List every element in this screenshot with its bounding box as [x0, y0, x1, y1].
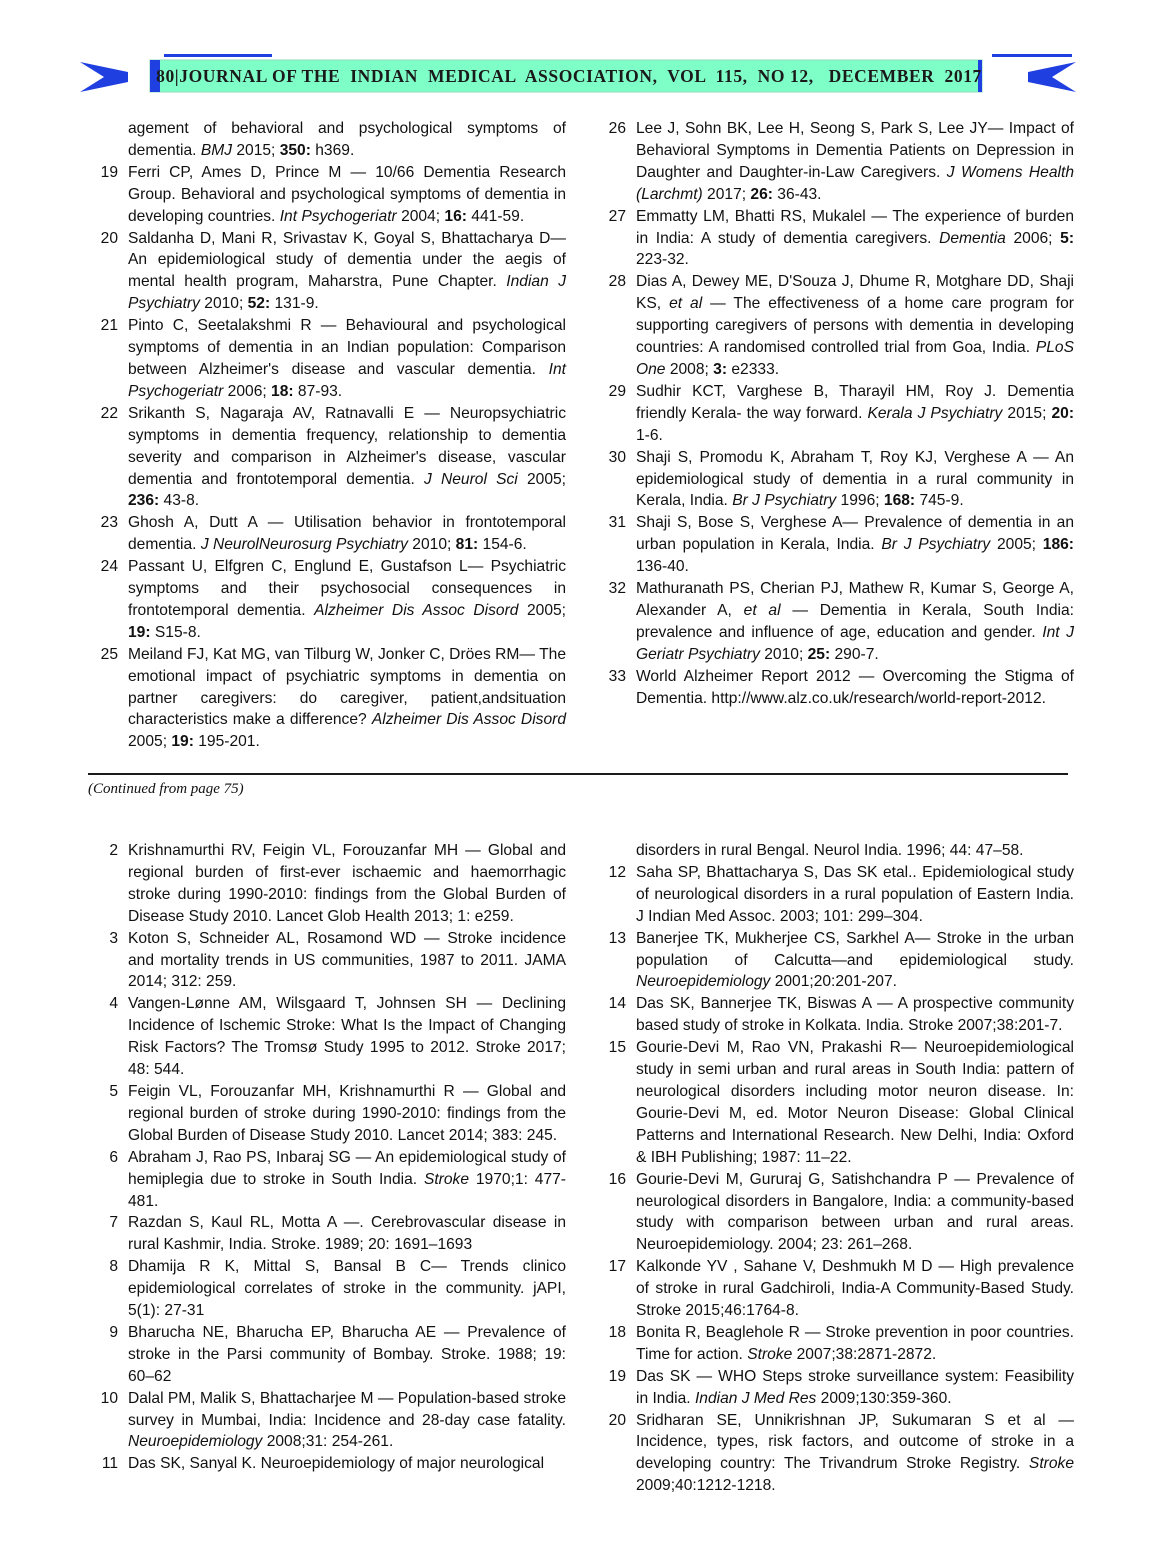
reference-item: [96, 512, 566, 556]
reference-item: [96, 1453, 566, 1475]
reference-number: 32: [608, 580, 626, 598]
reference-number: 29: [608, 382, 626, 400]
reference-number: 7: [109, 1214, 118, 1232]
reference-item: [604, 1256, 1074, 1322]
reference-item: [96, 118, 566, 162]
reference-text: Banerjee TK, Mukherjee CS, Sarkhel A— Stroke in the urban population of Calcutta—and epidemiological study. Neuroepidemiology 2001;20:201-207.: [636, 929, 1074, 991]
reference-number: 13: [608, 929, 626, 947]
reference-number: [604, 840, 636, 862]
reference-number: [96, 118, 128, 162]
reference-text: Mathuranath PS, Cherian PJ, Mathew R, Kumar S, George A, Alexander A, et al — Dementia in Kerala, South India: prevalence and influence of age, education and gender. Int J Geriatr Psychiatry 2010; 25: 290-7.: [636, 580, 1074, 663]
reference-number: 20: [608, 1411, 626, 1429]
section-divider: [88, 773, 1068, 775]
reference-item: [96, 162, 566, 228]
reference-number: 28: [608, 273, 626, 291]
reference-text: Dalal PM, Malik S, Bhattacharjee M — Population-based stroke survey in Mumbai, India: Incidence and 28-day case fatality. Neuroepidemiology 2008;31: 254-261.: [128, 1389, 566, 1451]
reference-number: 27: [608, 207, 626, 225]
reference-item: [604, 1410, 1074, 1498]
reference-item: [96, 644, 566, 754]
reference-number: 20: [100, 229, 118, 247]
reference-number: 24: [100, 558, 118, 576]
reference-number: 11: [101, 1455, 118, 1473]
reference-item: [604, 862, 1074, 928]
reference-number: 16: [608, 1170, 626, 1188]
reference-text: Meiland FJ, Kat MG, van Tilburg W, Jonker C, Dröes RM— The emotional impact of psychiatric symptoms in dementia on partner caregivers: do caregiver, patient,andsituation characteristics make a difference? Alzheimer Dis Assoc Disord 2005; 19: 195-201.: [128, 645, 566, 751]
lower-right-references: [604, 840, 1074, 1497]
continued-note: (Continued from page 75): [88, 781, 244, 797]
reference-text: Ferri CP, Ames D, Prince M — 10/66 Dementia Research Group. Behavioral and psychological symptoms of dementia in developing countries. Int Psychogeriatr 2004; 16: 441-59.: [128, 163, 566, 225]
reference-item: [604, 206, 1074, 272]
reference-number: 33: [608, 667, 626, 685]
reference-item: [604, 1037, 1074, 1168]
reference-text: Sudhir KCT, Varghese B, Tharayil HM, Roy J. Dementia friendly Kerala- the way forward. Kerala J Psychiatry 2015; 20: 1-6.: [636, 382, 1075, 444]
reference-text: agement of behavioral and psychological symptoms of dementia. BMJ 2015; 350: h369.: [128, 120, 566, 159]
reference-number: 17: [608, 1258, 626, 1276]
reference-item: [96, 1212, 566, 1256]
reference-item: [604, 1322, 1074, 1366]
journal-title: JOURNAL OF THE INDIAN MEDICAL ASSOCIATION, VOL 115, NO 12, DECEMBER 2017: [179, 65, 982, 86]
reference-number: 2: [109, 842, 118, 859]
reference-number: 10: [100, 1389, 118, 1407]
reference-text: Das SK, Bannerjee TK, Biswas A — A prospective community based study of stroke in Kolkata. India. Stroke 2007;38:201-7.: [636, 995, 1074, 1035]
reference-item: [96, 1388, 566, 1454]
reference-item: [96, 315, 566, 403]
reference-number: 15: [608, 1039, 626, 1057]
lower-left-references: [96, 840, 566, 1475]
reference-number: 19: [100, 163, 118, 181]
reference-number: 25: [100, 645, 118, 663]
reference-text: Pinto C, Seetalakshmi R — Behavioural and psychological symptoms of dementia in an Indian population: Comparison between Alzheimer's disease and vascular dementia. Int Psychogeriatr 2006; 18: 87-93.: [128, 317, 566, 400]
reference-text: Ghosh A, Dutt A — Utilisation behavior in frontotemporal dementia. J NeurolNeurosurg Psychiatry 2010; 81: 154-6.: [128, 514, 566, 554]
reference-item: [96, 228, 566, 316]
reference-text: Das SK — WHO Steps stroke surveillance system: Feasibility in India. Indian J Med Res 2009;130:359-360.: [636, 1367, 1074, 1407]
reference-number: 22: [100, 404, 118, 422]
reference-text: Bharucha NE, Bharucha EP, Bharucha AE — Prevalence of stroke in the Parsi community of Bombay. Stroke. 1988; 19: 60–62: [128, 1323, 566, 1385]
reference-number: 5: [109, 1082, 118, 1100]
reference-item: [96, 840, 566, 928]
reference-text: Gourie-Devi M, Gururaj G, Satishchandra P — Prevalence of neurological disorders in Bangalore, India: a community-based study with comparison between urban and rural areas. Neuroepidemiology. 2004; 23: 261–268.: [636, 1170, 1074, 1254]
reference-text: Shaji S, Bose S, Verghese A— Prevalence of dementia in an urban population in Kerala, India. Br J Psychiatry 2005; 186: 136-40.: [636, 514, 1074, 576]
reference-item: [96, 1147, 566, 1213]
reference-number: 23: [100, 514, 118, 532]
reference-text: disorders in rural Bengal. Neurol India. 1996; 44: 47–58.: [636, 842, 1024, 859]
reference-item: [604, 1366, 1074, 1410]
reference-text: Lee J, Sohn BK, Lee H, Seong S, Park S, Lee JY— Impact of Behavioral Symptoms in Dementia Patients on Depression in Daughter and Daughter-in-Law Caregivers. J Womens Health (Larchmt) 2017; 26: 36-43.: [636, 120, 1074, 203]
reference-item: [96, 1081, 566, 1147]
reference-item: [96, 993, 566, 1081]
reference-item: [96, 928, 566, 994]
reference-item: [604, 512, 1074, 578]
reference-text: Passant U, Elfgren C, Englund E, Gustafson L— Psychiatric symptoms and their psychosocial consequences in frontotemporal dementia. Alzheimer Dis Assoc Disord 2005; 19: S15-8.: [128, 558, 566, 641]
reference-text: Razdan S, Kaul RL, Motta A —. Cerebrovascular disease in rural Kashmir, India. Stroke. 1989; 20: 1691–1693: [128, 1214, 566, 1254]
reference-text: Kalkonde YV , Sahane V, Deshmukh M D — High prevalence of stroke in rural Gadchiroli, India-A Community-Based Study. Stroke 2015;46:1764-8.: [636, 1258, 1074, 1320]
reference-text: Bonita R, Beaglehole R — Stroke prevention in poor countries. Time for action. Stroke 2007;38:2871-2872.: [636, 1323, 1074, 1363]
reference-text: Vangen-Lønne AM, Wilsgaard T, Johnsen SH — Declining Incidence of Ischemic Stroke: What Is the Impact of Changing Risk Factors? The Tromsø Study 1995 to 2012. Stroke 2017; 48: 544.: [128, 995, 566, 1079]
reference-text: Shaji S, Promodu K, Abraham T, Roy KJ, Verghese A — An epidemiological study of dementia in a rural community in Kerala, India. Br J Psychiatry 1996; 168: 745-9.: [636, 448, 1074, 510]
reference-number: 31: [608, 514, 626, 532]
reference-number: 19: [608, 1367, 626, 1385]
reference-number: 9: [109, 1323, 118, 1341]
upper-right-references: [604, 118, 1074, 709]
header-title: [157, 62, 981, 90]
reference-number: 30: [608, 448, 626, 466]
reference-item: [604, 381, 1074, 447]
reference-text: Das SK, Sanyal K. Neuroepidemiology of major neurological: [128, 1455, 545, 1473]
reference-item: [96, 1322, 566, 1388]
reference-number: 26: [608, 120, 626, 137]
reference-text: Sridharan SE, Unnikrishnan JP, Sukumaran S et al — Incidence, types, risk factors, and outcome of stroke in a developing country: The Trivandrum Stroke Registry. Stroke 2009;40:1212-1218.: [636, 1411, 1074, 1495]
reference-text: World Alzheimer Report 2012 — Overcoming the Stigma of Dementia. http://www.alz.co.uk/research/world-report-2012.: [636, 667, 1074, 707]
reference-text: Krishnamurthi RV, Feigin VL, Forouzanfar MH — Global and regional burden of first-ever ischaemic and haemorrhagic stroke during 1990-2010: findings from the Global Burden of Disease Study 2010. Lancet Glob Health 2013; 1: e259.: [128, 842, 566, 925]
upper-left-references: [96, 118, 566, 753]
reference-number: 18: [608, 1323, 626, 1341]
reference-text: Gourie-Devi M, Rao VN, Prakashi R— Neuroepidemiological study in semi urban and rural areas in South India: pattern of neurological disorders including motor neuron disease. In: Gourie-Devi M, ed. Motor Neuron Disease: Global Clinical Patterns and International Research. New Delhi, India: Oxford & IBH Publishing; 1987: 11–22.: [636, 1039, 1074, 1166]
reference-text: Dhamija R K, Mittal S, Bansal B C— Trends clinico epidemiological correlates of stroke in the community. jAPI, 5(1): 27-31: [128, 1258, 566, 1320]
reference-text: Abraham J, Rao PS, Inbaraj SG — An epidemiological study of hemiplegia due to stroke in South India. Stroke 1970;1: 477-481.: [128, 1148, 566, 1210]
reference-item: [96, 556, 566, 644]
reference-number: 3: [109, 929, 118, 947]
reference-text: Srikanth S, Nagaraja AV, Ratnavalli E — Neuropsychiatric symptoms in dementia frequency, relationship to dementia severity and comparison in Alzheimer's disease, vascular dementia and frontotemporal dementia. J Neurol Sci 2005; 236: 43-8.: [128, 404, 567, 510]
reference-item: [604, 993, 1074, 1037]
reference-item: [604, 447, 1074, 513]
reference-item: [96, 403, 566, 513]
page-number: 80|: [156, 65, 180, 86]
reference-text: Saha SP, Bhattacharya S, Das SK etal.. Epidemiological study of neurological disorders in a rural population of Eastern India. J Indian Med Assoc. 2003; 101: 299–304.: [636, 863, 1074, 925]
reference-item: [604, 271, 1074, 381]
reference-item: [604, 666, 1074, 710]
left-arrow-icon: [80, 62, 128, 92]
reference-number: 8: [109, 1258, 118, 1276]
reference-item: [96, 1256, 566, 1322]
reference-text: Saldanha D, Mani R, Srivastav K, Goyal S, Bhattacharya D— An epidemiological study of dementia under the aegis of mental health program, Maharstra, Pune Chapter. Indian J Psychiatry 2010; 52: 131-9.: [128, 229, 566, 313]
right-arrow-icon: [1028, 62, 1076, 92]
reference-text: Emmatty LM, Bhatti RS, Mukalel — The experience of burden in India: A study of dementia caregivers. Dementia 2006; 5: 223-32.: [636, 207, 1075, 269]
reference-text: Dias A, Dewey ME, D'Souza J, Dhume R, Motghare DD, Shaji KS, et al — The effectiveness of a home care program for supporting caregivers of persons with dementia in developing countries: A randomised controlled trial from Goa, India. PLoS One 2008; 3: e2333.: [636, 273, 1075, 378]
reference-item: [604, 840, 1074, 862]
reference-text: Feigin VL, Forouzanfar MH, Krishnamurthi R — Global and regional burden of stroke during 1990-2010: findings from the Global Burden of Disease Study 2010. Lancet 2014; 383: 245.: [128, 1082, 566, 1144]
reference-number: 12: [608, 863, 626, 881]
reference-number: 6: [109, 1148, 118, 1166]
reference-item: [604, 118, 1074, 206]
reference-number: 4: [109, 995, 118, 1013]
reference-number: 21: [100, 317, 118, 335]
reference-item: [604, 1169, 1074, 1257]
reference-text: Koton S, Schneider AL, Rosamond WD — Stroke incidence and mortality trends in US communities, 1987 to 2011. JAMA 2014; 312: 259.: [128, 929, 566, 991]
reference-number: 14: [608, 995, 626, 1013]
reference-item: [604, 578, 1074, 666]
reference-item: [604, 928, 1074, 994]
journal-header: [0, 52, 1154, 102]
